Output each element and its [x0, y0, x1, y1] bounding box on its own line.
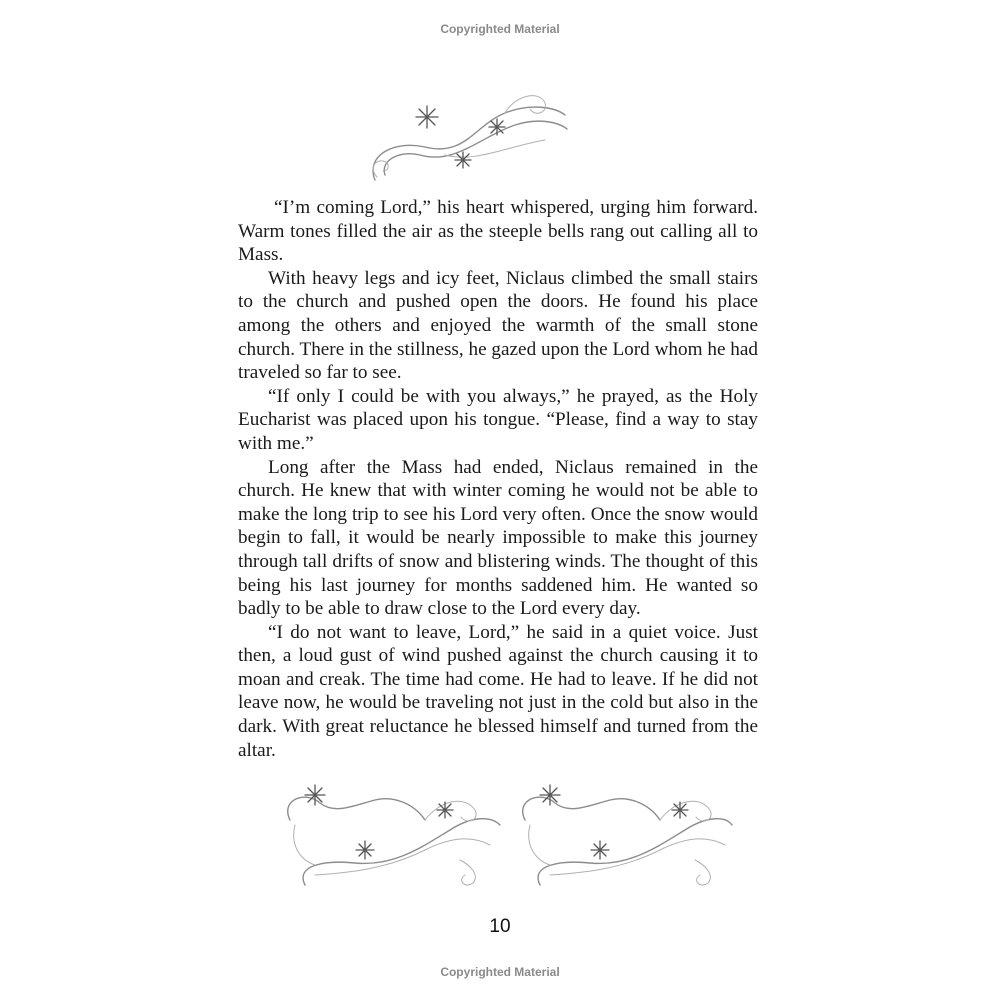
snowflake-icon	[455, 152, 471, 168]
paragraph: “I’m coming Lord,” his heart whispered, urging him forward. Warm tones filled the air as the steeple bells rang out calling all to Mass.	[238, 197, 758, 266]
copyright-watermark-bottom: Copyrighted Material	[440, 965, 560, 979]
snowflake-icon	[416, 106, 438, 128]
page-number: 10	[489, 916, 511, 937]
swirl-cluster-left	[288, 785, 500, 885]
snowflake-icon	[591, 841, 609, 859]
snowflake-icon	[540, 785, 560, 805]
copyright-watermark-top: Copyrighted Material	[440, 22, 560, 36]
snowflake-icon	[437, 802, 453, 818]
paragraph: “I do not want to leave, Lord,” he said in a quiet voice. Just then, a loud gust of wind pushed against the church causing it to moan and creak. The time had come. He had to leave. If he did not leave now, he would be traveling not just in the cold but also in the dark. With great reluctance he blessed himself and turned from the altar.	[238, 621, 758, 761]
snowflake-icon	[489, 119, 505, 135]
story-text	[238, 196, 758, 762]
snowflake-icon	[672, 802, 688, 818]
paragraph: “If only I could be with you always,” he prayed, as the Holy Eucharist was placed upon his tongue. “Please, find a way to stay with me.”	[238, 385, 758, 454]
paragraph: With heavy legs and icy feet, Niclaus climbed the small stairs to the church and pushed open the doors. He found his place among the others and enjoyed the warmth of the small stone church. There in the stillness, he gazed upon the Lord whom he had traveled so far to see.	[238, 267, 758, 384]
paragraph: Long after the Mass had ended, Niclaus remained in the church. He knew that with winter coming he would not be able to make the long trip to see his Lord very often. Once the snow would begin to fall, it would be nearly impossible to make this journey through tall drifts of snow and blistering winds. The thought of this being his last journey for months saddened him. He wanted so badly to be able to draw close to the Lord every day.	[238, 456, 758, 620]
snowflake-icon	[305, 785, 325, 805]
snowflake-swirl-ornament-bottom	[275, 765, 735, 895]
swirl-cluster-right	[523, 785, 732, 885]
snowflake-icon	[356, 841, 374, 859]
snowflake-swirl-ornament-top	[355, 85, 575, 185]
